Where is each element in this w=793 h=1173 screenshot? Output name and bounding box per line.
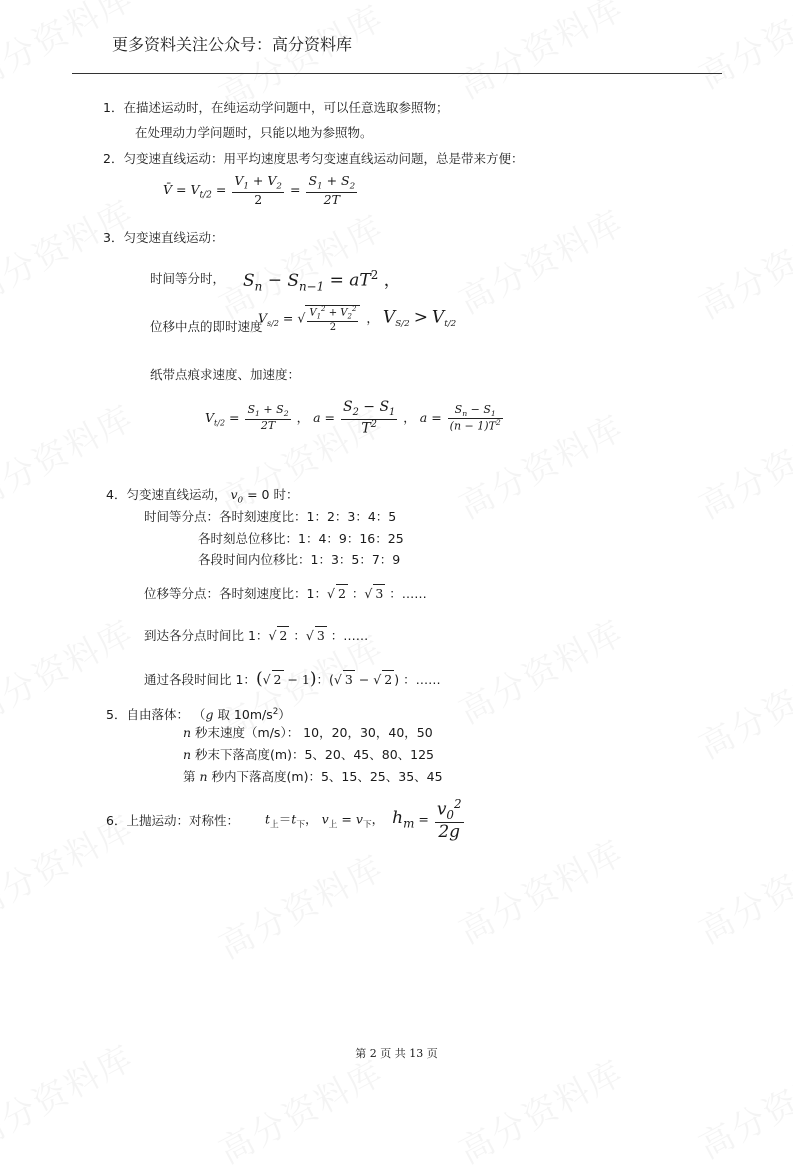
- watermark: [449, 0, 631, 108]
- formula-average-velocity: V̄ = $V_{t/2}$ = $\frac{V_1 + V_2}{2}$ = $\frac{S_1 + S_2}{2T}$: [163, 173, 356, 208]
- item-3c-label: 纸带点痕求速度、加速度：: [150, 367, 301, 382]
- item-4-head: 4．匀变速直线运动，: [106, 487, 227, 502]
- formula-projectile-symmetry: $t_上=t_下$， $v_上 = v_下$， $h_m$ = $\frac{v_0^2}{2g}$: [265, 797, 462, 843]
- item-4d: 位移等分点：各时刻速度比：1：√ 2 ：√ 3 ：……: [144, 586, 427, 601]
- header-divider: [72, 73, 722, 74]
- g-symbol: g: [205, 707, 214, 723]
- item-5b: n 秒末下落高度(m)：5、20、45、80、125: [183, 747, 435, 762]
- watermark: [689, 0, 793, 98]
- item-3b-label: 位移中点的即时速度: [150, 319, 263, 334]
- item-5c: 第 n 秒内下落高度(m)：5、15、25、35、45: [183, 769, 443, 784]
- page-number: 第 2 页 共 13 页: [355, 1047, 438, 1060]
- watermark: [0, 186, 141, 314]
- item-4-condition: = 0 时：: [247, 487, 299, 502]
- watermark: [209, 841, 391, 969]
- formula-tape-velocity-acceleration: $V_{t/2}$ = $\frac{S_1 + S_2}{2T}$ ， a = $\frac{S_2 - S_1}{T^2}$ ， a = $\frac{S_n - S_1}{(n - 1)T^2}$: [205, 399, 501, 437]
- watermark: [449, 606, 631, 734]
- watermark: [689, 401, 793, 529]
- watermark: [689, 641, 793, 769]
- item-4e: 到达各分点时间比 1：√ 2 ：√ 3 ：……: [144, 628, 369, 643]
- item-2-line: 2．匀变速直线运动：用平均速度思考匀变速直线运动问题，总是带来方便：: [103, 151, 524, 166]
- item-4f: 通过各段时间比 1：(√ 2 − 1)：(√ 3 − √ 2 ) ：……: [144, 669, 441, 689]
- item-6-line: 6．上抛运动：对称性：: [106, 813, 239, 828]
- page-header-title: 更多资料关注公众号：高分资料库: [112, 35, 353, 54]
- item-1-line-b: 在处理动力学问题时，只能以地为参照物。: [135, 125, 373, 140]
- item-3-line: 3．匀变速直线运动：: [103, 230, 224, 245]
- item-5a: n 秒末速度（m/s）： 10，20，30，40，50: [183, 725, 433, 740]
- item-4-line: [106, 486, 298, 510]
- watermark: [449, 826, 631, 954]
- item-4c: 各段时间内位移比：1：3：5：7：9: [198, 552, 401, 567]
- watermark: [449, 1046, 631, 1173]
- watermark: [209, 1046, 391, 1173]
- item-3a-label: 时间等分时，: [150, 271, 226, 286]
- watermark: [689, 201, 793, 329]
- item-1-line-a: 1．在描述运动时，在纯运动学问题中，可以任意选取参照物；: [103, 100, 449, 115]
- watermark: [449, 196, 631, 324]
- item-4a: 时间等分点：各时刻速度比：1：2：3：4：5: [144, 509, 397, 524]
- item-4b: 各时刻总位移比：1：4：9：16：25: [198, 531, 404, 546]
- v0-symbol: $v_0$: [230, 487, 244, 506]
- item-5-g-value: 取 10m/s: [217, 707, 273, 723]
- formula-delta-s: $S_n - S_{n-1} = aT^2$ ，: [243, 268, 401, 294]
- watermark: [689, 826, 793, 954]
- item-5-head: 5．自由落体： （: [106, 707, 206, 723]
- formula-midpoint-velocity: $V_{s/2}$ = √ $\frac{V_1^2 + V_2^2}{2}$ ， $V_{S/2} > V_{t/2}$: [258, 305, 457, 334]
- item-5-line: 5．自由落体： （g 取 $10m/s^2$）: [106, 707, 291, 723]
